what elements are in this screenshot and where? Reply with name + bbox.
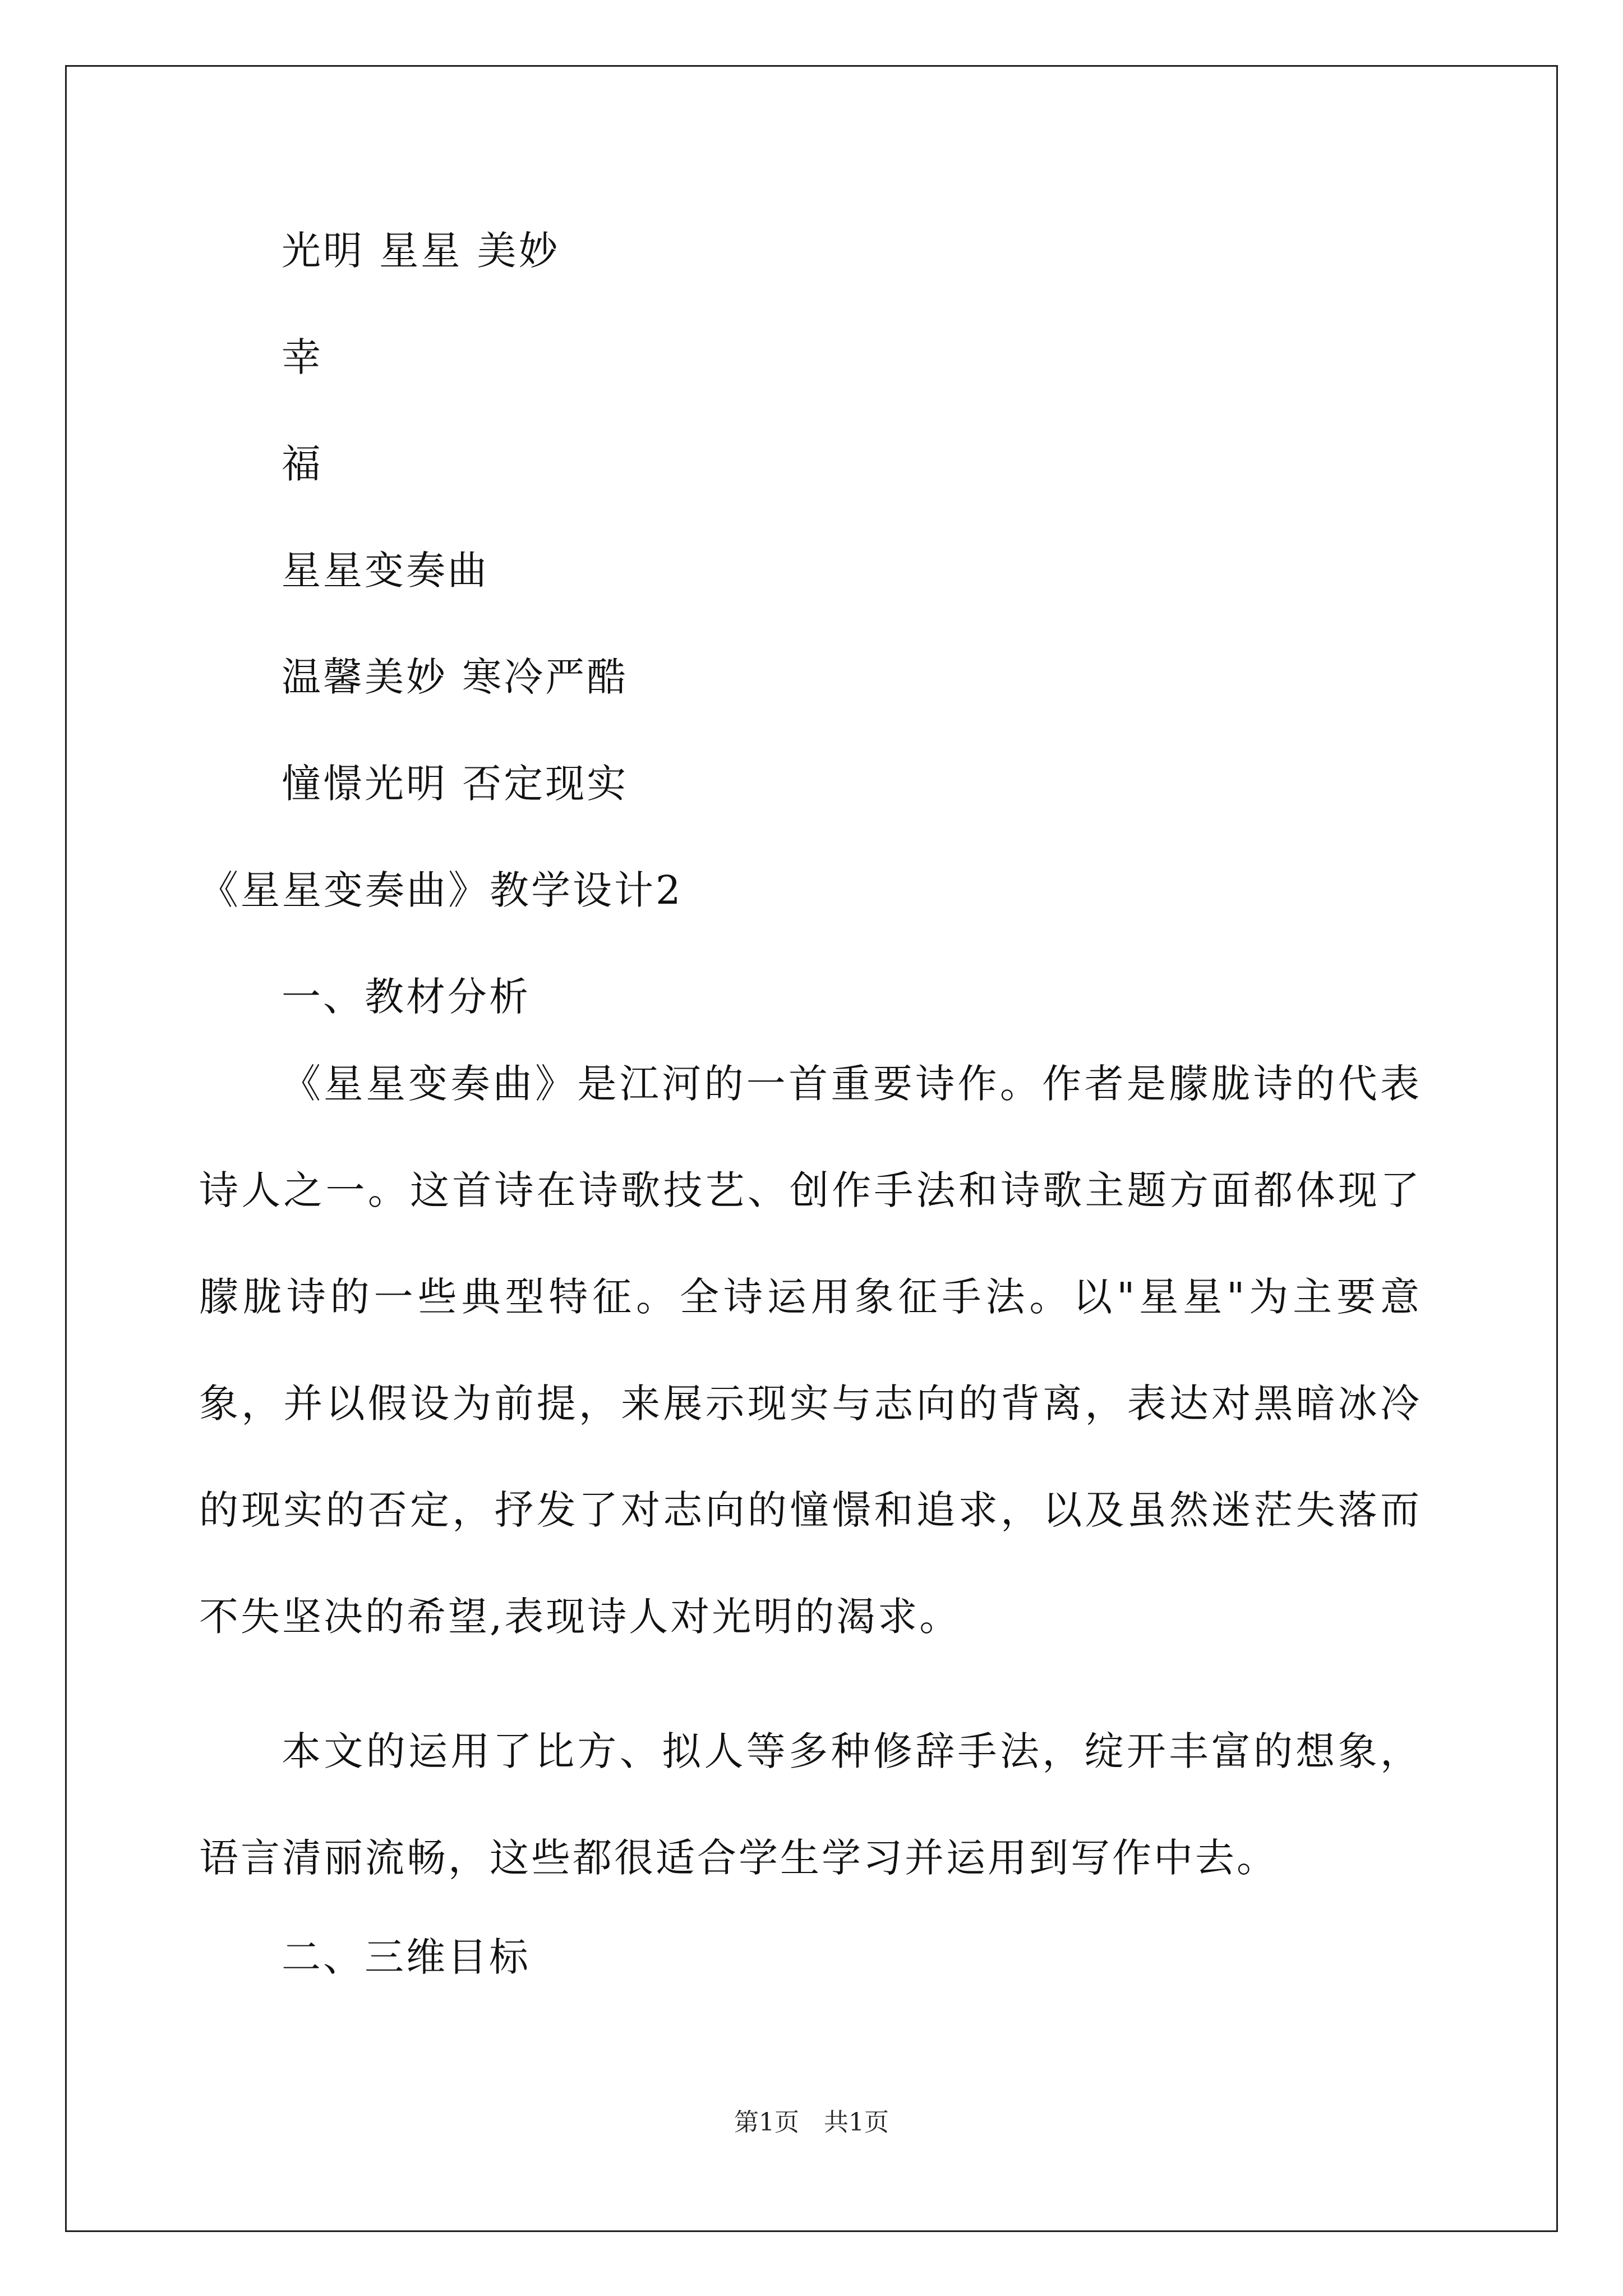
page-footer: 第1页 共1页 [734, 2108, 889, 2137]
poem-line-3: 福 [282, 441, 323, 487]
poem-line-6: 憧憬光明 否定现实 [282, 761, 629, 807]
section-title: 《星星变奏曲》教学设计2 [199, 867, 683, 913]
poem-line-4: 星星变奏曲 [282, 547, 489, 593]
paragraph-analysis: 《星星变奏曲》是江河的一首重要诗作。作者是朦胧诗的代表诗人之一。这首诗在诗歌技艺、创作手法和诗歌主题方面都体现了朦胧诗的一些典型特征。全诗运用象征手法。以"星星"为主要意象，并以假设为前提，来展示现实与志向的背离，表达对黑暗冰冷的现实的否定，抒发了对志向的憧憬和追求，以及虽然迷茫失落而不失坚决的希望,表现诗人对光明的渴求。 [199, 1061, 1422, 1640]
poem-line-1: 光明 星星 美妙 [282, 228, 560, 274]
poem-line-5: 温馨美妙 寒冷严酷 [282, 654, 629, 700]
heading-objectives: 二、三维目标 [282, 1934, 531, 1980]
poem-line-2: 幸 [282, 334, 323, 380]
paragraph-rhetoric: 本文的运用了比方、拟人等多种修辞手法，绽开丰富的想象，语言清丽流畅，这些都很适合学生学习并运用到写作中去。 [199, 1728, 1422, 1881]
heading-teaching-material: 一、教材分析 [282, 974, 531, 1020]
